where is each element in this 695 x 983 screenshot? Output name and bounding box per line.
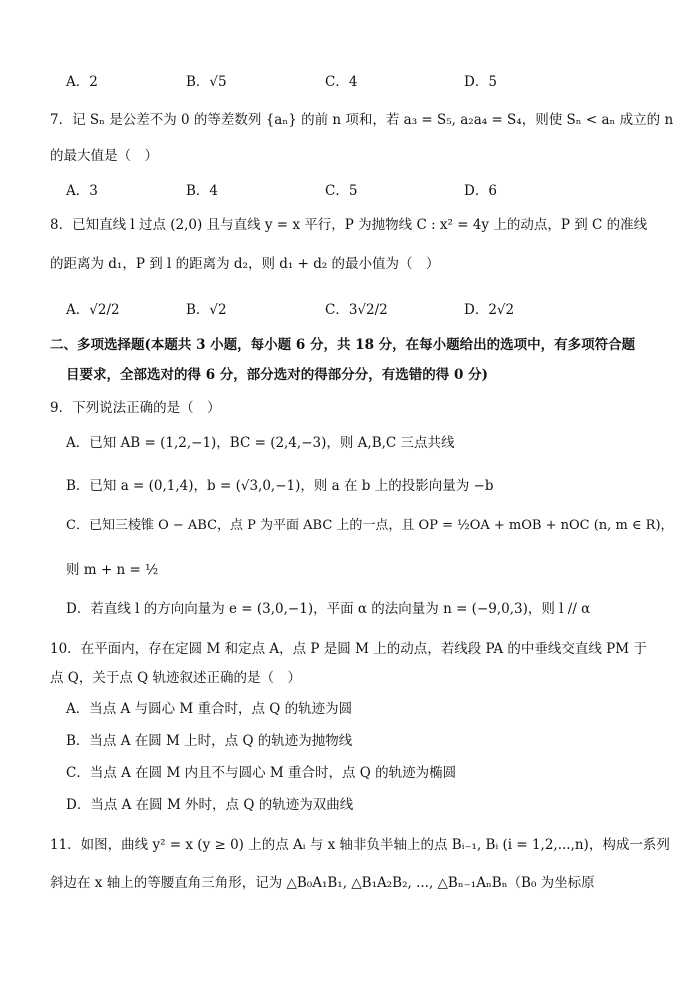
section-2-heading-line1: 二、多项选择题(本题共 3 小题，每小题 6 分，共 18 分，在每小题给出的选项中，有多项符合题 bbox=[50, 337, 636, 353]
q6-options bbox=[66, 70, 626, 90]
section-2-heading-line2: 目要求，全部选对的得 6 分，部分选对的得部分分，有选错的得 0 分) bbox=[66, 367, 488, 383]
q10-option-d: D．当点 A 在圆 M 外时，点 Q 的轨迹为双曲线 bbox=[66, 797, 354, 813]
q8-options bbox=[66, 298, 626, 318]
q7-option-a: A．3 bbox=[66, 183, 98, 199]
q6-option-c: C．4 bbox=[325, 74, 358, 90]
q11-stem-line1: 11．如图，曲线 y² = x (y ≥ 0) 上的点 Aᵢ 与 x 轴非负半轴上的点 Bᵢ₋₁, Bᵢ (i = 1,2,...,n)，构成一系列 bbox=[50, 837, 670, 853]
q11-stem-line2: 斜边在 x 轴上的等腰直角三角形，记为 △B₀A₁B₁, △B₁A₂B₂, ..., △Bₙ₋₁AₙBₙ（B₀ 为坐标原 bbox=[50, 875, 595, 891]
q6-option-d: D．5 bbox=[464, 74, 497, 90]
q10-option-b: B．当点 A 在圆 M 上时，点 Q 的轨迹为抛物线 bbox=[66, 733, 353, 749]
q10-stem-line2: 点 Q，关于点 Q 轨迹叙述正确的是（ ） bbox=[50, 670, 302, 686]
q7-stem-line2: 的最大值是（ ） bbox=[50, 148, 158, 164]
q9-stem: 9．下列说法正确的是（ ） bbox=[50, 400, 221, 416]
q9-option-a: A．已知 AB = (1,2,−1)，BC = (2,4,−3)，则 A,B,C 三点共线 bbox=[66, 435, 455, 451]
q9-option-d: D．若直线 l 的方向向量为 e = (3,0,−1)，平面 α 的法向量为 n = (−9,0,3)，则 l // α bbox=[66, 601, 591, 617]
q8-stem-line1: 8．已知直线 l 过点 (2,0) 且与直线 y = x 平行，P 为抛物线 C : x² = 4y 上的动点，P 到 C 的准线 bbox=[50, 217, 648, 233]
q8-stem-line2: 的距离为 d₁，P 到 l 的距离为 d₂，则 d₁ + d₂ 的最小值为（ ） bbox=[50, 256, 440, 272]
q10-option-c: C．当点 A 在圆 M 内且不与圆心 M 重合时，点 Q 的轨迹为椭圆 bbox=[66, 765, 457, 781]
q7-options bbox=[66, 179, 626, 199]
q7-option-b: B．4 bbox=[186, 183, 219, 199]
q8-option-d: D．2√2 bbox=[464, 302, 515, 318]
q9-option-c-line2: 则 m + n = ½ bbox=[66, 562, 159, 578]
q8-option-a: A．√2/2 bbox=[66, 302, 120, 318]
q10-stem-line1: 10．在平面内，存在定圆 M 和定点 A，点 P 是圆 M 上的动点，若线段 PA 的中垂线交直线 PM 于 bbox=[50, 641, 647, 657]
q8-option-c: C．3√2/2 bbox=[325, 302, 388, 318]
q6-option-a: A．2 bbox=[66, 74, 98, 90]
q10-option-a: A．当点 A 与圆心 M 重合时，点 Q 的轨迹为圆 bbox=[66, 701, 353, 717]
q8-option-b: B．√2 bbox=[186, 302, 227, 318]
q7-stem-line1: 7．记 Sₙ 是公差不为 0 的等差数列 {aₙ} 的前 n 项和，若 a₃ = S₅, a₂a₄ = S₄，则使 Sₙ < aₙ 成立的 n bbox=[50, 112, 674, 128]
q7-option-c: C．5 bbox=[325, 183, 358, 199]
q7-option-d: D．6 bbox=[464, 183, 497, 199]
q6-option-b: B．√5 bbox=[186, 74, 227, 90]
q9-option-b: B．已知 a = (0,1,4)，b = (√3,0,−1)，则 a 在 b 上的投影向量为 −b bbox=[66, 478, 494, 494]
q9-option-c-line1: C．已知三棱锥 O − ABC，点 P 为平面 ABC 上的一点，且 OP = ½OA + mOB + nOC (n, m ∈ R)， bbox=[66, 518, 674, 533]
